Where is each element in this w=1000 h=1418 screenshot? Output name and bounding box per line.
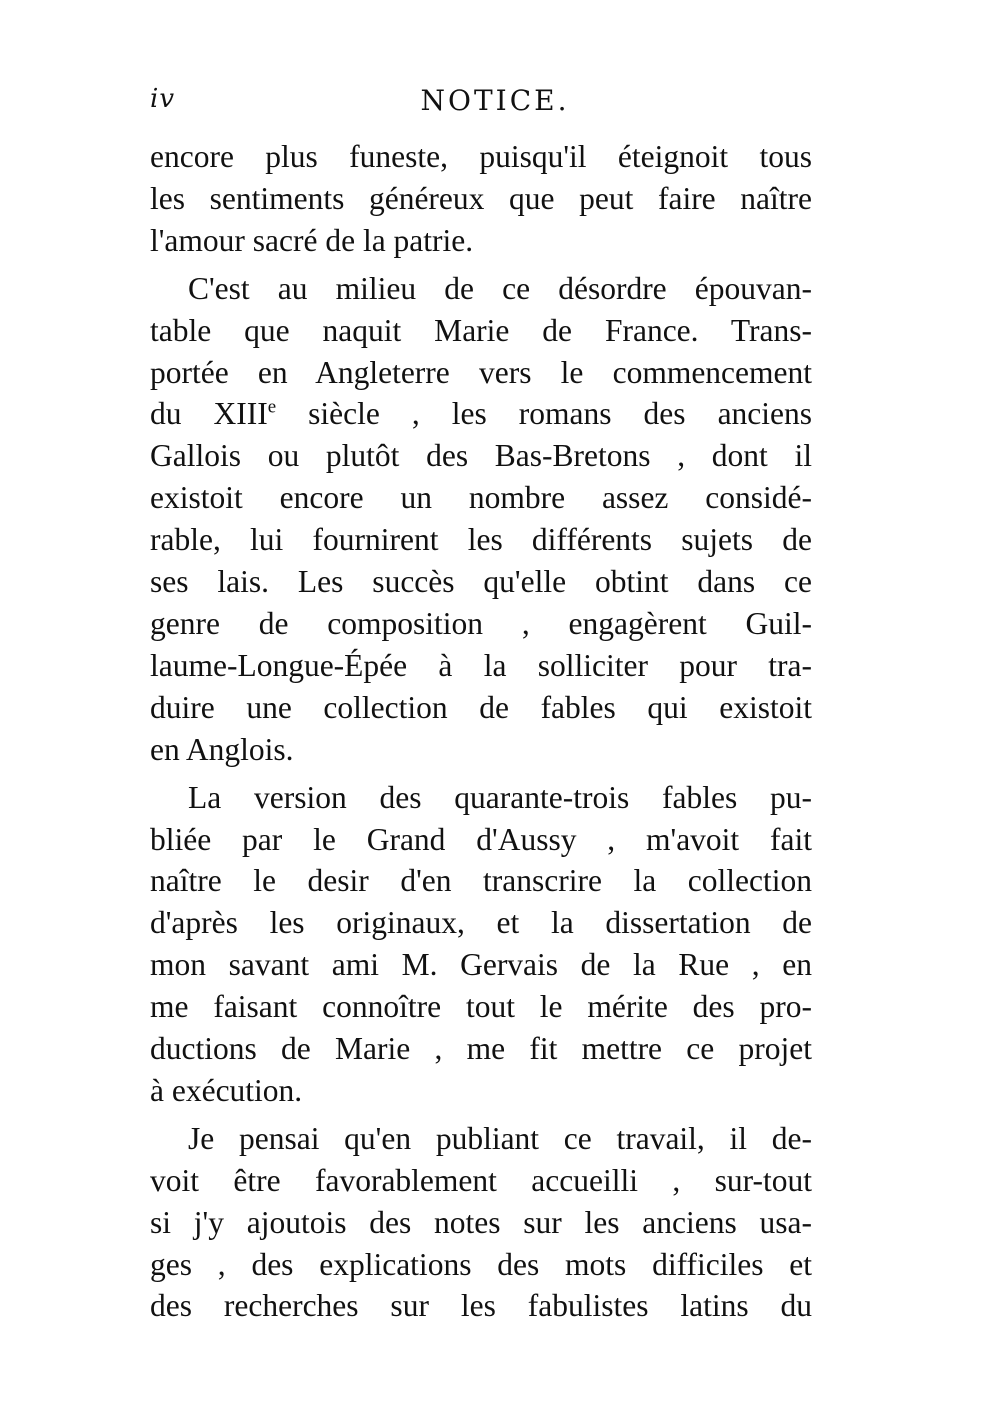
- text-line: si j'y ajoutois des notes sur les anciens usa-: [150, 1204, 812, 1240]
- text-line: mon savant ami M. Gervais de la Rue , en: [150, 947, 812, 983]
- text-line: ductions de Marie , me fit mettre ce projet: [150, 1031, 812, 1067]
- paragraph-3: [150, 777, 812, 1112]
- text-line: les sentiments généreux que peut faire naître: [150, 180, 812, 216]
- text-line: Je pensai qu'en publiant ce travail, il de-: [188, 1120, 812, 1156]
- text-line: naître le desir d'en transcrire la collection: [150, 863, 812, 899]
- text-line-with-superscript: [150, 393, 812, 435]
- text-line: genre de composition , engagèrent Guil-: [150, 605, 812, 641]
- paragraph-4: [150, 1118, 812, 1328]
- text-line: existoit encore un nombre assez considé-: [150, 480, 812, 516]
- text-line: ses lais. Les succès qu'elle obtint dans ce: [150, 564, 812, 600]
- running-head: NOTICE.: [420, 84, 570, 117]
- text-line: La version des quarante-trois fables pu-: [188, 779, 812, 815]
- text-line: ges , des explications des mots difficiles et: [150, 1246, 812, 1282]
- text-line: bliée par le Grand d'Aussy , m'avoit fait: [150, 821, 812, 857]
- text-line: portée en Angleterre vers le commencement: [150, 354, 812, 390]
- line-continuation: siècle , les romans des anciens: [308, 396, 813, 432]
- text-line: des recherches sur les fabulistes latins du: [150, 1288, 812, 1324]
- century-numeral: du XIII: [150, 396, 268, 432]
- paragraph-1: [150, 136, 812, 262]
- text-line: rable, lui fournirent les différents sujets de: [150, 522, 812, 558]
- body-text: [150, 136, 812, 1327]
- text-line: laume-Longue-Épée à la solliciter pour tra-: [150, 647, 812, 683]
- text-line: duire une collection de fables qui existoit: [150, 689, 812, 725]
- page-header: [150, 84, 810, 124]
- text-line: voit être favorablement accueilli , sur-tout: [150, 1162, 812, 1198]
- page-number: iv: [150, 84, 176, 114]
- superscript-e: e: [267, 397, 277, 419]
- text-line: encore plus funeste, puisqu'il éteignoit tous: [150, 139, 812, 174]
- paragraph-2: [150, 268, 812, 771]
- text-line: d'après les originaux, et la dissertation de: [150, 905, 812, 941]
- text-line: table que naquit Marie de France. Trans-: [150, 312, 812, 348]
- text-line: C'est au milieu de ce désordre épouvan-: [188, 270, 812, 306]
- text-line: en Anglois.: [150, 731, 294, 767]
- text-line: me faisant connoître tout le mérite des pro-: [150, 989, 812, 1025]
- text-line: Gallois ou plutôt des Bas-Bretons , dont il: [150, 438, 812, 474]
- text-line: à exécution.: [150, 1072, 303, 1108]
- text-line: l'amour sacré de la patrie.: [150, 222, 474, 258]
